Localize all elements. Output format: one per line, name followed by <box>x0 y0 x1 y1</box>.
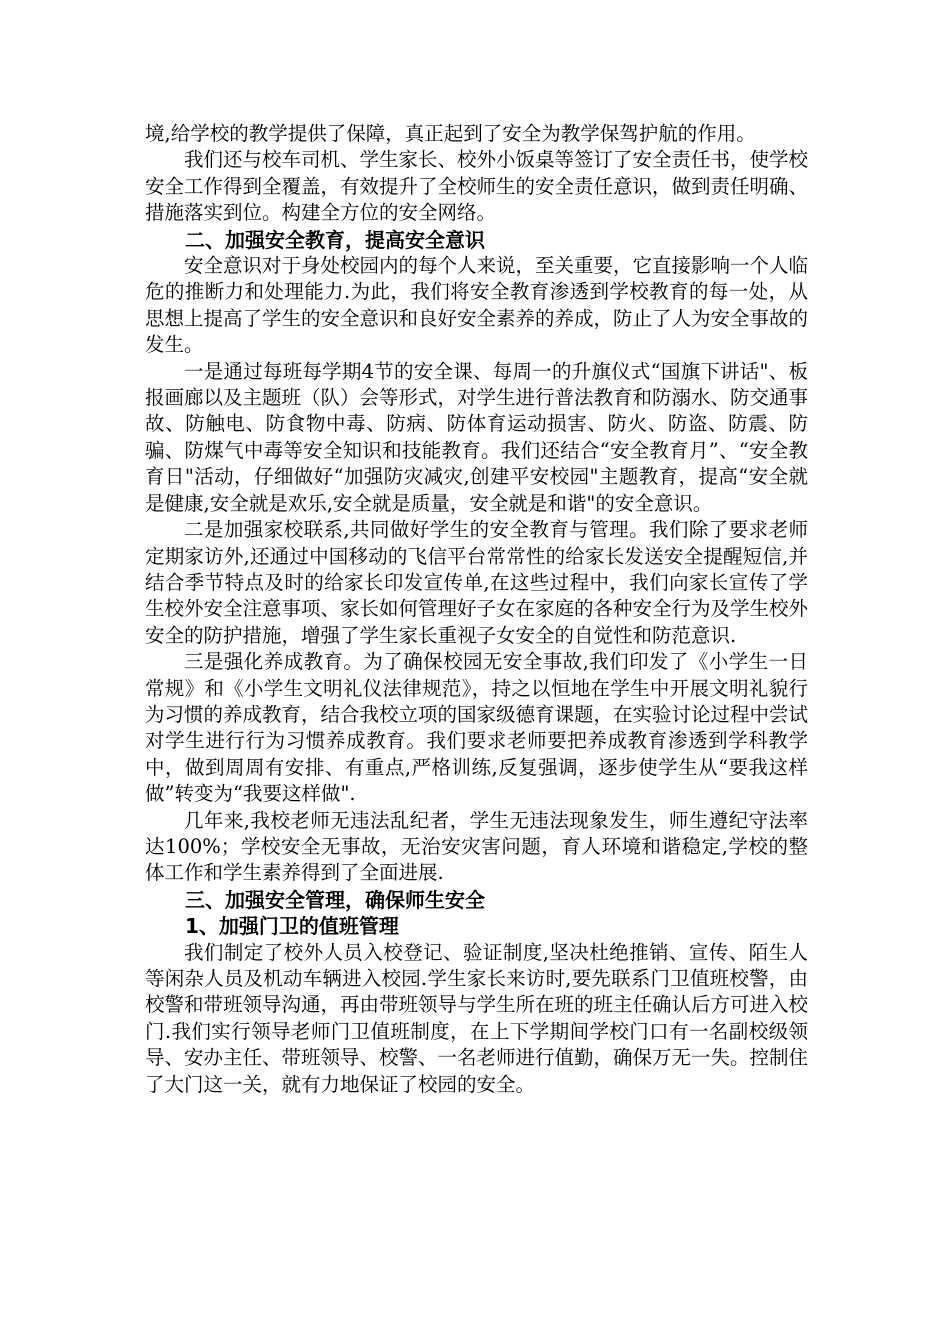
paragraph-gate-registration: 我们制定了校外人员入校登记、验证制度,坚决杜绝推销、宣传、陌生人等闲杂人员及机动车辆进入校园.学生家长来访时,要先联系门卫值班校警，由校警和带班领导沟通，再由带班领导与学生所在班的班主任确认后方可进入校门.我们实行领导老师门卫值班制度，在上下学期间学校门口有一名副校级领导、安办主任、带班领导、校警、一名老师进行值勤，确保万无一失。控制住了大门这一关，就有力地保证了校园的安全。 <box>145 940 809 1096</box>
section-heading-safety-management: 三、加强安全管理，确保师生安全 <box>185 887 485 912</box>
paragraph-safety-courses: 一是通过每班每学期4节的安全课、每周一的升旗仪式“国旗下讲话"、板报画廊以及主题班（队）会等形式，对学生进行普法教育和防溺水、防交通事故、防触电、防食物中毒、防病、防体育运动损害、防火、防盗、防震、防骗、防煤气中毒等安全知识和技能教育。我们还结合“安全教育月”、“安全教育日"活动，仔细做好“加强防灾减灾,创建平安校园"主题教育，提高“安全就是健康,安全就是欢乐,安全就是质量，安全就是和谐"的安全意识。 <box>145 359 809 515</box>
paragraph-home-school-contact: 二是加强家校联系,共同做好学生的安全教育与管理。我们除了要求老师定期家访外,还通过中国移动的飞信平台常常性的给家长发送安全提醒短信,并结合季节特点及时的给家长印发宣传单,在这些过程中，我们向家长宣传了学生校外安全注意事项、家长如何管理好子女在家庭的各种安全行为及学生校外安全的防护措施，增强了学生家长重视子女安全的自觉性和防范意识. <box>145 518 809 647</box>
paragraph-results: 几年来,我校老师无违法乱纪者，学生无违法现象发生，师生遵纪守法率达100%；学校安全无事故，无治安灾害问题，育人环境和谐稳定,学校的整体工作和学生素养得到了全面进展. <box>145 808 808 885</box>
section-heading-safety-education: 二、加强安全教育，提高安全意识 <box>185 227 485 252</box>
paragraph-habit-education: 三是强化养成教育。为了确保校园无安全事故,我们印发了《小学生一日常规》和《小学生文明礼仪法律规范》，持之以恒地在学生中开展文明礼貌行为习惯的养成教育，结合我校立项的国家级德育课题，在实验讨论过程中尝试对学生进行行为习惯养成教育。我们要求老师要把养成教育渗透到学科教学中，做到周周有安排、有重点,严格训练,反复强调，逐步使学生从“要我这样做”转变为“我要这样做". <box>145 650 809 806</box>
subsection-heading-gate-duty: 1、加强门卫的值班管理 <box>185 914 399 939</box>
paragraph-responsibility-agreements: 我们还与校车司机、学生家长、校外小饭桌等签订了安全责任书，使学校安全工作得到全覆盖，有效提升了全校师生的安全责任意识，做到责任明确、措施落实到位。构建全方位的安全网络。 <box>145 148 809 225</box>
paragraph-safety-awareness: 安全意识对于身处校园内的每个人来说，至关重要，它直接影响一个人临危的推断力和处理能力.为此，我们将安全教育渗透到学校教育的每一处，从思想上提高了学生的安全意识和良好安全素养的养成，防止了人为安全事故的发生。 <box>145 254 809 357</box>
document-page <box>145 121 808 1098</box>
paragraph-continuation: 境,给学校的教学提供了保障，真正起到了安全为教学保驾护航的作用。 <box>145 122 756 145</box>
